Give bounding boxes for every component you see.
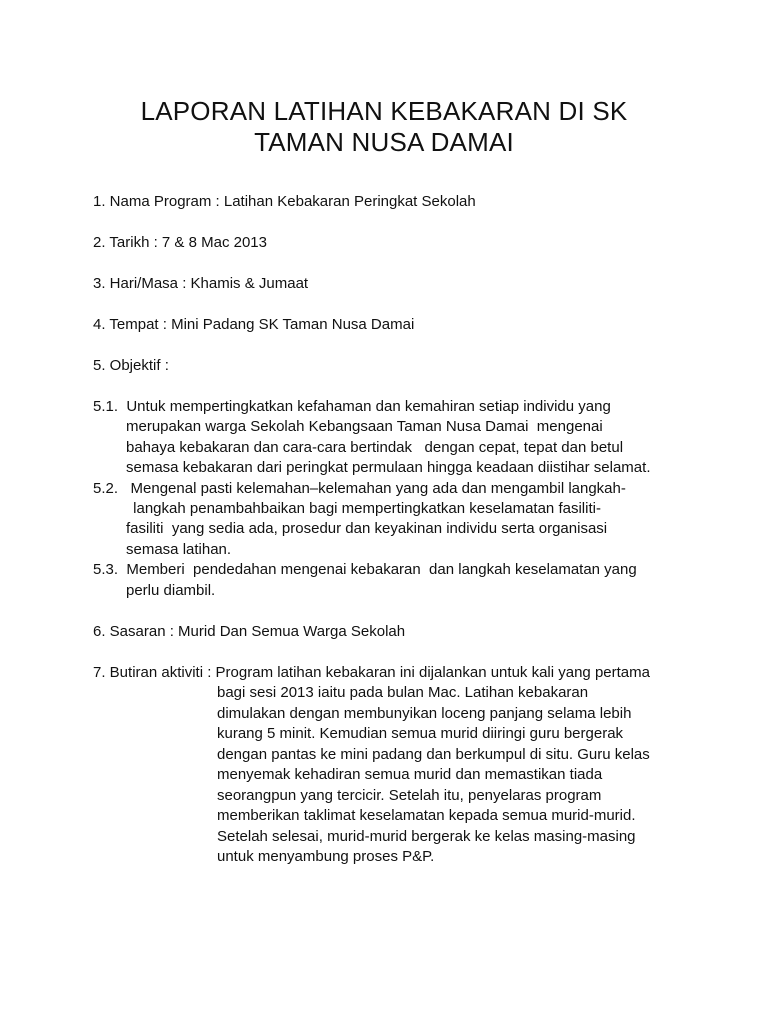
objective-5-1-line: merupakan warga Sekolah Kebangsaan Taman Nusa Damai mengenai — [126, 418, 603, 435]
butiran-line: bagi sesi 2013 iaitu pada bulan Mac. Latihan kebakaran — [217, 684, 589, 701]
objective-5-3-line: perlu diambil. — [126, 582, 216, 599]
objective-5-2-line: fasiliti yang sedia ada, prosedur dan keyakinan individu serta organisasi — [126, 520, 608, 537]
item-hari-masa: 3. Hari/Masa : Khamis & Jumaat — [93, 275, 309, 292]
objective-5-2-line: semasa latihan. — [126, 541, 232, 558]
butiran-line: untuk menyambung proses P&P. — [217, 848, 435, 865]
butiran-line: dengan pantas ke mini padang dan berkumpul di situ. Guru kelas — [217, 746, 650, 763]
item-nama-program: 1. Nama Program : Latihan Kebakaran Peringkat Sekolah — [93, 193, 476, 210]
title-line-2: TAMAN NUSA DAMAI — [254, 127, 514, 157]
item-objektif-heading: 5. Objektif : — [93, 357, 169, 374]
objective-5-3-line: 5.3. Memberi pendedahan mengenai kebakaran dan langkah keselamatan yang — [93, 561, 637, 578]
butiran-line: seorangpun yang tercicir. Setelah itu, penyelaras program — [217, 787, 602, 804]
item-tarikh: 2. Tarikh : 7 & 8 Mac 2013 — [93, 234, 267, 251]
butiran-line: 7. Butiran aktiviti : Program latihan kebakaran ini dijalankan untuk kali yang pertama — [93, 664, 650, 681]
title-line-1: LAPORAN LATIHAN KEBAKARAN DI SK — [140, 96, 628, 126]
objective-5-2-line: 5.2. Mengenal pasti kelemahan–kelemahan yang ada dan mengambil langkah- — [93, 480, 626, 497]
butiran-line: menyemak kehadiran semua murid dan memastikan tiada — [217, 766, 603, 783]
butiran-line: dimulakan dengan membunyikan loceng panjang selama lebih — [217, 705, 632, 722]
butiran-line: memberikan taklimat keselamatan kepada semua murid-murid. — [217, 807, 636, 824]
page-title — [0, 96, 768, 158]
item-sasaran: 6. Sasaran : Murid Dan Semua Warga Sekolah — [93, 623, 406, 640]
objective-5-2-line: langkah penambahbaikan bagi mempertingkatkan keselamatan fasiliti- — [129, 500, 601, 517]
objective-5-1-line: bahaya kebakaran dan cara-cara bertindak dengan cepat, tepat dan betul — [126, 439, 624, 456]
objective-5-1-line: 5.1. Untuk mempertingkatkan kefahaman dan kemahiran setiap individu yang — [93, 398, 611, 415]
butiran-line: Setelah selesai, murid-murid bergerak ke kelas masing-masing — [217, 828, 636, 845]
objective-5-1-line: semasa kebakaran dari peringkat permulaan hingga keadaan diistihar selamat. — [126, 459, 651, 476]
item-tempat: 4. Tempat : Mini Padang SK Taman Nusa Damai — [93, 316, 415, 333]
butiran-line: kurang 5 minit. Kemudian semua murid diiringi guru bergerak — [217, 725, 624, 742]
